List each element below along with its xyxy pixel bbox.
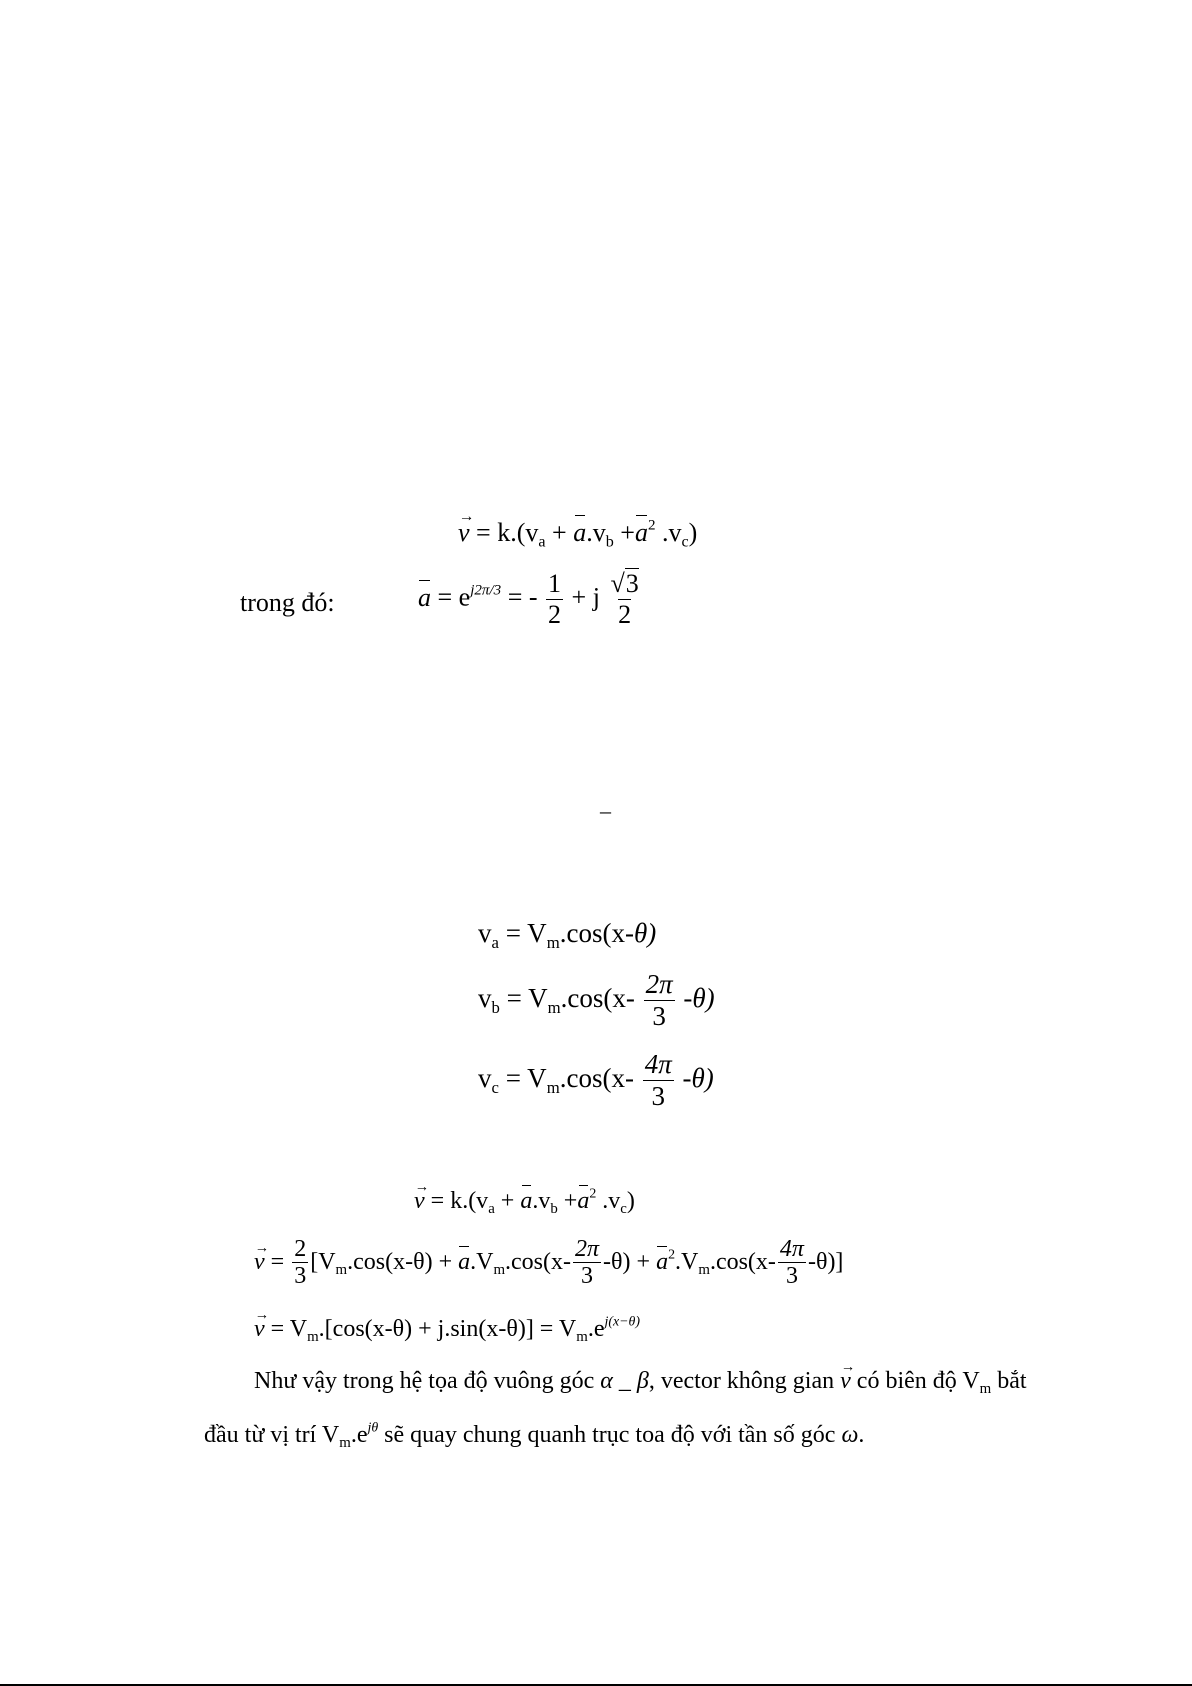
fraction-sqrt3-over-2: $\frac{√3}{2}$ [610,569,639,629]
a-bar-squared: a [634,518,648,547]
alpha-beta-symbol: α _ β [600,1368,649,1394]
derivation-line-1: → $v = k.(v_a + a.v_b +a^2$ $.v_c$) [414,1188,635,1215]
fraction-4pi-over-3: $\frac{4\pi}{3}$ [644,1049,672,1111]
phase-equation-a: $v_a = V_m.\cos(x-\theta)$ [478,918,657,952]
a-bar: a [573,518,587,547]
where-label: trong đó: [240,588,335,617]
a-definition-equation: $a = e^{j2\pi/3}$ = - $\frac{1}{2}$ + j $\frac{√3}{2}$ [418,569,639,629]
paragraph-line-1: Như vậy trong hệ tọa độ vuông góc α _ β, vector không gian → v có biên độ $V_m$ bắt [254,1368,1027,1395]
fraction-2pi-over-3: $\frac{2\pi}{3}$ [645,969,673,1031]
omega-symbol: ω [841,1422,859,1448]
paragraph-line-2: đầu từ vị trí $V_m.e^{j\theta}$ sẽ quay chung quanh trục toa độ với tần số góc ω. [204,1420,865,1452]
stray-dash: – [600,798,611,823]
derivation-line-2: → v = $\frac{2}{3}$ [$V_m.\cos(x-\theta) + a.V_m.\cos(x-$ $\frac{2\pi}{3}$ $-\theta) + a^2.V_m.\cos(x-$ $\frac{4\pi}{3}$ -θ)] [254,1236,843,1291]
phase-equation-c: $v_c = V_m.\cos(x-$ $\frac{4\pi}{3}$ -θ) [478,1049,714,1111]
vector-v: → v [458,518,470,548]
space-vector-equation: → $v = k.(v_a + a.v_b +a^2$ $.v_c$) [458,518,697,548]
fraction-one-half: $\frac{1}{2}$ [548,569,562,629]
phase-equation-b: $v_b = V_m.\cos(x-$ $\frac{2\pi}{3}$ -θ) [478,969,715,1031]
derivation-line-3: → $v = V_m.[\cos(x-\theta) + j.\sin(x-\theta)] = V_m.e^{j(x-\theta)}$ [254,1316,640,1343]
